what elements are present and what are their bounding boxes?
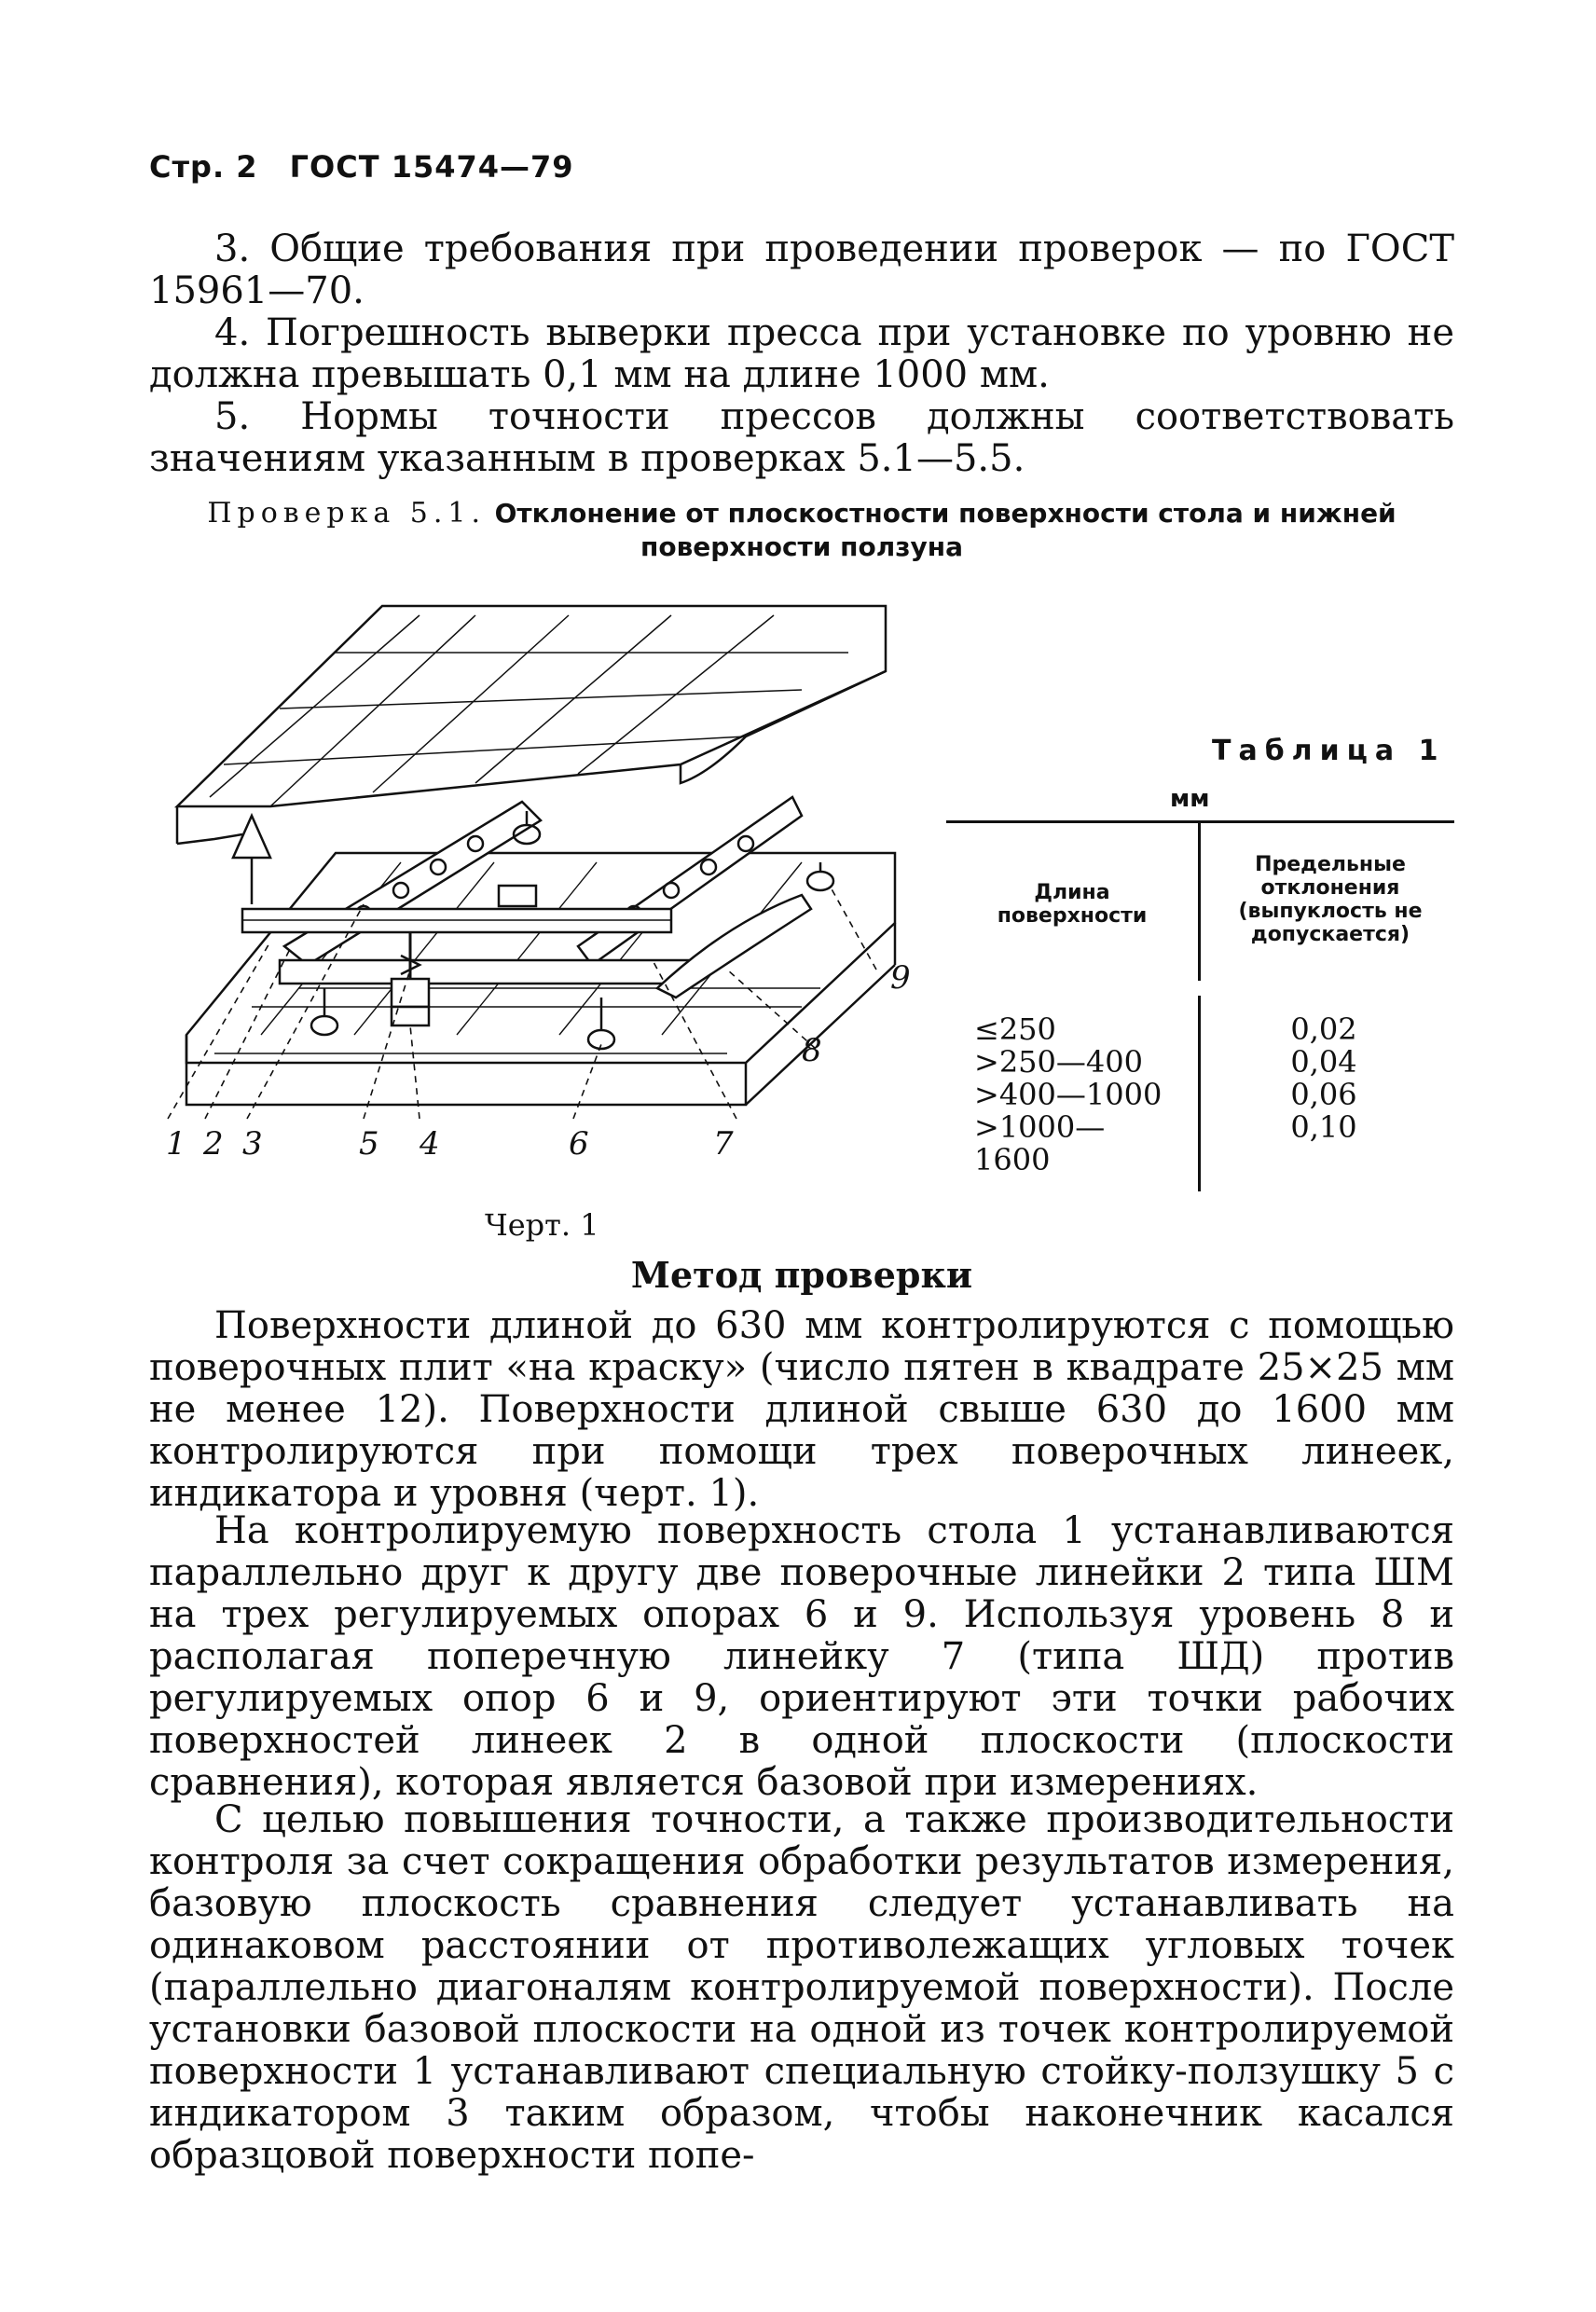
check-label: Проверка 5.1. <box>207 497 487 530</box>
paragraph-4: 4. Погрешность выверки пресса при установке по уровню не должна превышать 0,1 мм на длине 1000 мм. <box>149 311 1454 396</box>
method-paragraph-1: Поверхности длиной до 630 мм контролируются с помощью поверочных плит «на краску» (число пятен в квадрате 25×25 мм не менее 12). Поверхности длиной свыше 630 до 1600 мм контролируются при помощи трех поверочных линеек, индикатора и уровня (черт. 1). <box>149 1304 1454 1515</box>
paragraph-5: 5. Нормы точности прессов должны соответствовать значениям указанным в проверках 5.1—5.5. <box>149 395 1454 480</box>
technical-drawing <box>149 597 951 1193</box>
table-units: мм <box>1170 785 1210 813</box>
table-row-3-deviation: 0,06 <box>1290 1077 1357 1112</box>
page-header <box>149 149 595 185</box>
table-row-3-length: >400—1000 <box>974 1077 1163 1112</box>
figure-caption: Черт. 1 <box>485 1207 599 1243</box>
method-heading: Метод проверки <box>630 1254 973 1296</box>
check-title: Отклонение от плоскостности поверхности стола и нижней поверхности ползуна <box>494 498 1396 562</box>
callout-9: 9 <box>890 959 911 997</box>
callout-5: 5 <box>359 1125 379 1163</box>
table-row-4-deviation: 0,10 <box>1290 1109 1357 1145</box>
callout-4: 4 <box>420 1125 440 1163</box>
callout-7: 7 <box>713 1125 734 1163</box>
table-row-4-length: >1000—1600 <box>974 1109 1106 1177</box>
deviation-table <box>946 820 1454 1193</box>
standard-number: ГОСТ 15474—79 <box>289 149 574 185</box>
col-header-deviation: Предельные отклонения (выпуклость не допускается) <box>1238 853 1423 946</box>
callout-8: 8 <box>802 1032 822 1069</box>
page-number: Стр. 2 <box>149 149 258 185</box>
method-paragraph-2: На контролируемую поверхность стола 1 устанавливаются параллельно друг к другу две поверочные линейки 2 типа ШМ на трех регулируемых опорах 6 и 9. Используя уровень 8 и располагая поперечную линейку 7 (типа ШД) против регулируемых опор 6 и 9, ориентируют эти точки рабочих поверхностей линеек 2 в одной плоскости (плоскости сравнения), которая является базовой при измерениях. <box>149 1509 1454 1804</box>
level <box>657 895 811 998</box>
table-row-2-deviation: 0,04 <box>1290 1044 1357 1080</box>
table-row-2-length: >250—400 <box>974 1044 1143 1080</box>
callout-1: 1 <box>166 1125 186 1163</box>
callout-6: 6 <box>569 1125 589 1163</box>
check-heading <box>149 497 1454 564</box>
callout-3: 3 <box>242 1125 263 1163</box>
callout-2: 2 <box>203 1125 224 1163</box>
paragraph-3: 3. Общие требования при проведении проверок — по ГОСТ 15961—70. <box>149 227 1454 312</box>
table-row-1-length: ≤250 <box>974 1012 1056 1047</box>
table-header-divider <box>1198 820 1201 981</box>
method-paragraph-3: С целью повышения точности, а также производительности контроля за счет сокращения обработки результатов измерения, базовую плоскость сравнения следует устанавливать на одинаковом расстоянии от противолежащих угловых точек (параллельно диагоналям контролируемой поверхности). После установки базовой плоскости на одной из точек контролируемой поверхности 1 устанавливают специальную стойку-ползушку 5 с индикатором 3 таким образом, чтобы наконечник касался образцовой поверхности попе- <box>149 1798 1454 2177</box>
table-row-1-deviation: 0,02 <box>1290 1012 1357 1047</box>
table-body-divider <box>1198 996 1201 1191</box>
table-title: Таблица 1 <box>1212 735 1446 767</box>
col-header-length: Длина поверхности <box>997 881 1148 928</box>
